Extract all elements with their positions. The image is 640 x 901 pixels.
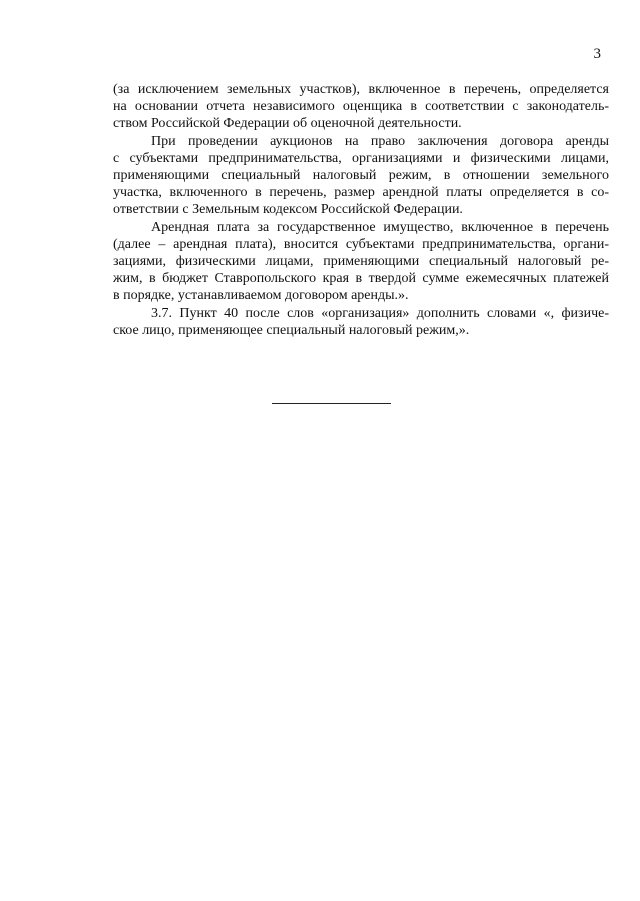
paragraph-2 (113, 133, 609, 219)
paragraph-4 (113, 305, 609, 339)
text-line: участка, включенного в перечень, размер арендной платы определяется в со- (113, 185, 609, 201)
page-number: 3 (593, 46, 601, 62)
text-line: в порядке, устанавливаемом договором аренды.». (113, 288, 409, 304)
text-line: 3.7. Пункт 40 после слов «организация» дополнить словами «, физиче- (151, 305, 609, 321)
text-line: ответствии с Земельным кодексом Российской Федерации. (113, 202, 463, 218)
text-line: применяющими специальный налоговый режим, в отношении земельного (113, 168, 609, 184)
text-line: зациями, физическими лицами, применяющими специальный налоговый ре- (113, 254, 609, 270)
text-line: Арендная плата за государственное имущество, включенное в перечень (151, 219, 609, 235)
document-body (113, 81, 609, 339)
paragraph-3 (113, 219, 609, 305)
paragraph-1 (113, 81, 609, 133)
text-line: ством Российской Федерации об оценочной деятельности. (113, 116, 462, 132)
text-line: ское лицо, применяющее специальный налоговый режим,». (113, 322, 470, 338)
text-line: При проведении аукционов на право заключения договора аренды (151, 133, 609, 149)
separator-line (272, 403, 391, 404)
text-line: (за исключением земельных участков), включенное в перечень, определяется (113, 82, 609, 97)
text-line: жим, в бюджет Ставропольского края в твердой сумме ежемесячных платежей (113, 271, 609, 287)
text-line: с субъектами предпринимательства, организациями и физическими лицами, (113, 150, 609, 166)
text-line: на основании отчета независимого оценщика в соответствии с законодатель- (113, 99, 609, 115)
text-line: (далее – арендная плата), вносится субъектами предпринимательства, органи- (113, 236, 609, 252)
